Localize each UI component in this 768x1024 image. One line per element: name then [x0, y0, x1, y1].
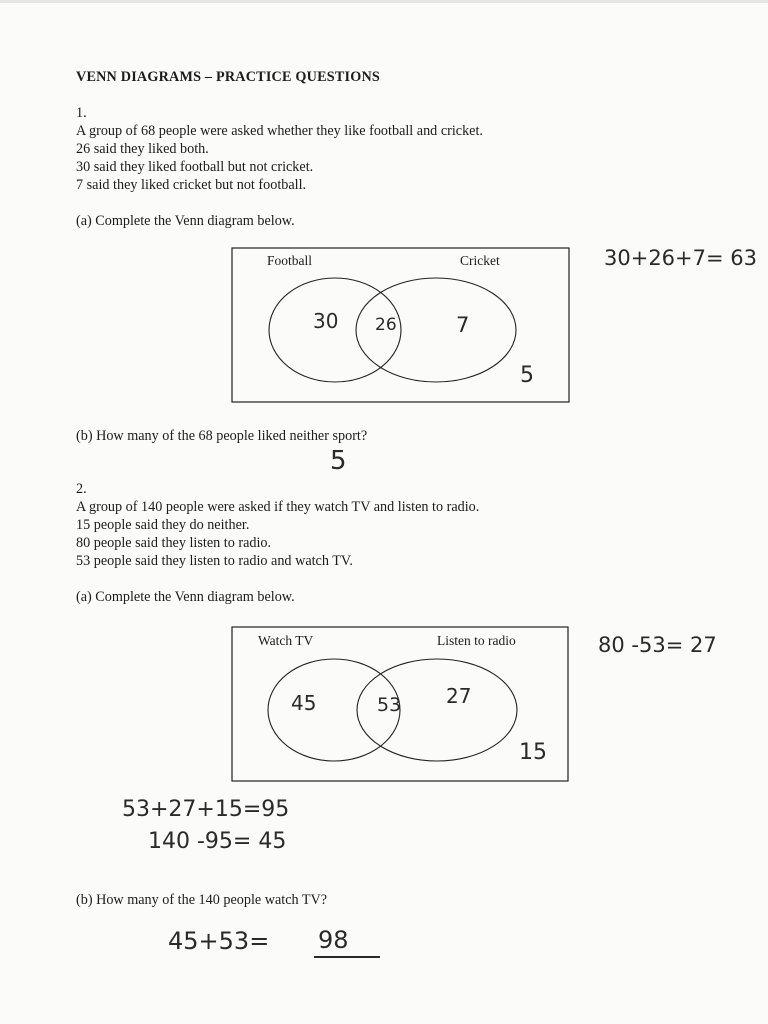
q2-answer-b-value: 98	[318, 926, 349, 954]
q1-venn-neither-value: 5	[520, 363, 534, 388]
q2-working-right: 80 -53= 27	[598, 633, 717, 657]
q2-venn-set-b-label: Listen to radio	[437, 633, 516, 648]
q2-part-a: (a) Complete the Venn diagram below.	[76, 589, 295, 605]
q1-venn-set-a-label: Football	[267, 253, 313, 268]
q2-working-line-1: 53+27+15=95	[122, 797, 290, 822]
q2-venn-diagram	[231, 626, 571, 782]
q2-venn-only-a-value: 45	[291, 691, 317, 715]
q1-venn-diagram	[231, 247, 571, 403]
worksheet-title: VENN DIAGRAMS – PRACTICE QUESTIONS	[76, 69, 380, 85]
q2-answer-underline	[314, 956, 380, 958]
q1-line-3: 30 said they liked football but not cricket.	[76, 159, 314, 175]
q1-venn-only-a-value: 30	[313, 309, 339, 333]
q2-part-b: (b) How many of the 140 people watch TV?	[76, 892, 328, 908]
q1-answer-b: 5	[330, 446, 347, 476]
q1-venn-only-b-value: 7	[456, 313, 470, 337]
q2-line-3: 80 people said they listen to radio.	[76, 535, 272, 551]
q2-venn-neither-value: 15	[519, 740, 547, 765]
q2-line-2: 15 people said they do neither.	[76, 517, 250, 533]
q1-part-b: (b) How many of the 68 people liked neither sport?	[76, 428, 368, 444]
q2-venn-only-b-value: 27	[446, 684, 472, 708]
scan-top-edge	[0, 0, 768, 3]
q1-line-2: 26 said they liked both.	[76, 141, 209, 157]
q2-venn-set-a-label: Watch TV	[258, 633, 314, 648]
q2-line-1: A group of 140 people were asked if they watch TV and listen to radio.	[76, 499, 480, 515]
q2-working-line-2: 140 -95= 45	[148, 829, 287, 854]
q1-line-1: A group of 68 people were asked whether they like football and cricket.	[76, 123, 483, 139]
q2-venn-both-value: 53	[377, 694, 402, 716]
q1-number: 1.	[76, 105, 87, 121]
q2-line-4: 53 people said they listen to radio and watch TV.	[76, 553, 353, 569]
q1-line-4: 7 said they liked cricket but not football.	[76, 177, 307, 193]
q2-number: 2.	[76, 481, 87, 497]
q2-answer-b-working: 45+53=	[168, 927, 270, 955]
q1-working: 30+26+7= 63	[604, 246, 757, 270]
q1-venn-both-value: 26	[375, 315, 397, 335]
q1-part-a: (a) Complete the Venn diagram below.	[76, 213, 295, 229]
q1-venn-set-b-label: Cricket	[460, 253, 500, 268]
